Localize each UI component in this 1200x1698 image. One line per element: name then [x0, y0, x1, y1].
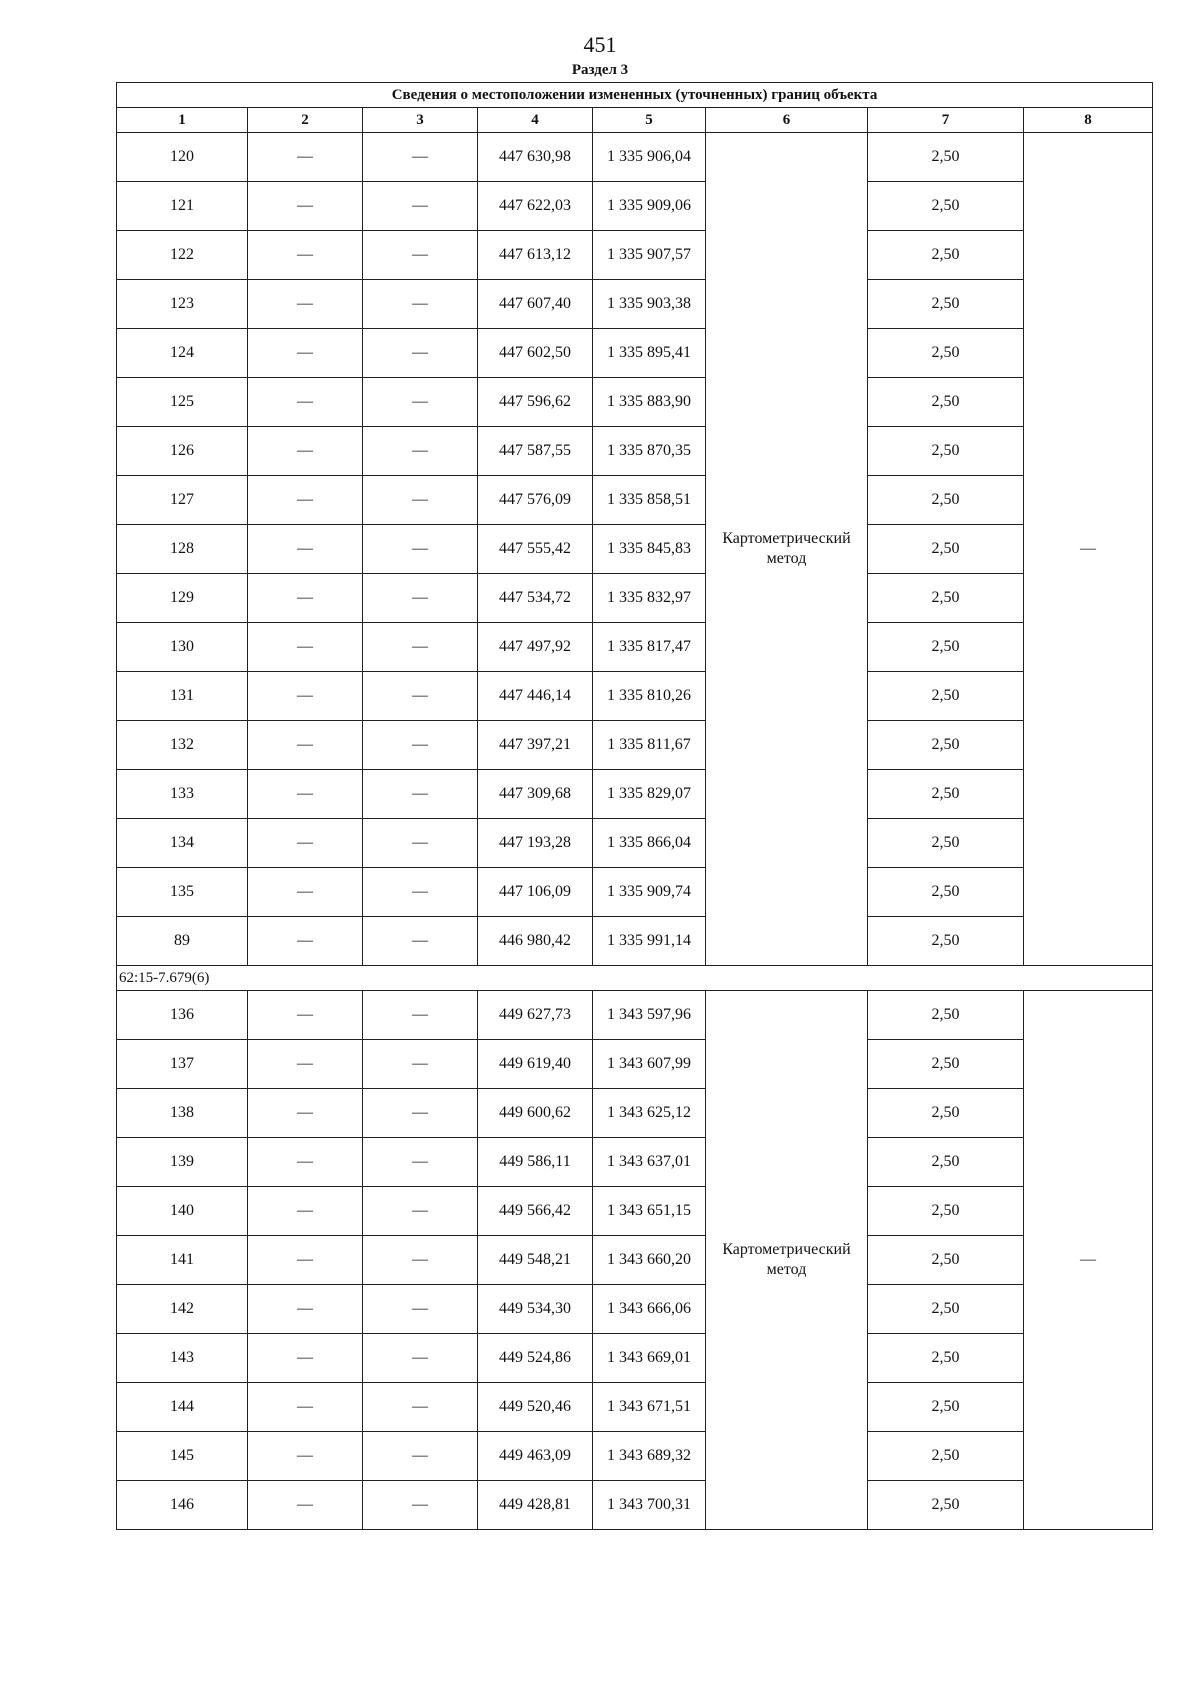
col3-cell: —: [363, 133, 478, 182]
col3-cell: —: [363, 721, 478, 770]
column-header: 8: [1024, 108, 1153, 133]
accuracy-cell: 2,50: [868, 1089, 1024, 1138]
y-coordinate-cell: 1 335 909,06: [593, 182, 706, 231]
point-number-cell: 122: [117, 231, 248, 280]
accuracy-cell: 2,50: [868, 133, 1024, 182]
y-coordinate-cell: 1 335 858,51: [593, 476, 706, 525]
y-coordinate-cell: 1 343 666,06: [593, 1285, 706, 1334]
col3-cell: —: [363, 1040, 478, 1089]
y-coordinate-cell: 1 343 669,01: [593, 1334, 706, 1383]
page-number: 451: [583, 32, 617, 57]
table-row: [117, 1383, 1153, 1432]
table-row: [117, 329, 1153, 378]
table-row: [117, 525, 1153, 574]
point-number-cell: 138: [117, 1089, 248, 1138]
accuracy-cell: 2,50: [868, 672, 1024, 721]
x-coordinate-cell: 447 555,42: [478, 525, 593, 574]
column-number-row: [117, 108, 1153, 133]
y-coordinate-cell: 1 343 597,96: [593, 991, 706, 1040]
col3-cell: —: [363, 280, 478, 329]
col2-cell: —: [248, 721, 363, 770]
col3-cell: —: [363, 476, 478, 525]
col3-cell: —: [363, 525, 478, 574]
col2-cell: —: [248, 1089, 363, 1138]
accuracy-cell: 2,50: [868, 378, 1024, 427]
point-number-cell: 144: [117, 1383, 248, 1432]
col3-cell: —: [363, 329, 478, 378]
column-header: 1: [117, 108, 248, 133]
x-coordinate-cell: 449 428,81: [478, 1481, 593, 1530]
table-row: [117, 1138, 1153, 1187]
x-coordinate-cell: 449 619,40: [478, 1040, 593, 1089]
col2-cell: —: [248, 280, 363, 329]
table-row: [117, 1285, 1153, 1334]
table-row: [117, 1481, 1153, 1530]
y-coordinate-cell: 1 335 845,83: [593, 525, 706, 574]
table-row: [117, 133, 1153, 182]
col3-cell: —: [363, 427, 478, 476]
point-number-cell: 128: [117, 525, 248, 574]
table-row: [117, 991, 1153, 1040]
y-coordinate-cell: 1 335 829,07: [593, 770, 706, 819]
col2-cell: —: [248, 476, 363, 525]
col3-cell: —: [363, 1089, 478, 1138]
col3-cell: —: [363, 868, 478, 917]
col3-cell: —: [363, 574, 478, 623]
col3-cell: —: [363, 1285, 478, 1334]
point-number-cell: 130: [117, 623, 248, 672]
accuracy-cell: 2,50: [868, 770, 1024, 819]
col2-cell: —: [248, 525, 363, 574]
x-coordinate-cell: 447 602,50: [478, 329, 593, 378]
y-coordinate-cell: 1 335 811,67: [593, 721, 706, 770]
col2-cell: —: [248, 1334, 363, 1383]
col2-cell: —: [248, 1040, 363, 1089]
x-coordinate-cell: 447 106,09: [478, 868, 593, 917]
col3-cell: —: [363, 182, 478, 231]
x-coordinate-cell: 447 576,09: [478, 476, 593, 525]
accuracy-cell: 2,50: [868, 1236, 1024, 1285]
table-row: [117, 1187, 1153, 1236]
table-row: [117, 623, 1153, 672]
point-number-cell: 120: [117, 133, 248, 182]
column-header: 4: [478, 108, 593, 133]
x-coordinate-cell: 449 520,46: [478, 1383, 593, 1432]
column-header: 2: [248, 108, 363, 133]
x-coordinate-cell: 447 596,62: [478, 378, 593, 427]
table-caption: Сведения о местоположении измененных (уточненных) границ объекта: [117, 83, 1153, 108]
y-coordinate-cell: 1 335 817,47: [593, 623, 706, 672]
point-number-cell: 136: [117, 991, 248, 1040]
accuracy-cell: 2,50: [868, 476, 1024, 525]
y-coordinate-cell: 1 343 689,32: [593, 1432, 706, 1481]
point-number-cell: 121: [117, 182, 248, 231]
col3-cell: —: [363, 1481, 478, 1530]
y-coordinate-cell: 1 335 903,38: [593, 280, 706, 329]
accuracy-cell: 2,50: [868, 1383, 1024, 1432]
point-number-cell: 140: [117, 1187, 248, 1236]
x-coordinate-cell: 447 607,40: [478, 280, 593, 329]
column-header: 3: [363, 108, 478, 133]
col2-cell: —: [248, 1236, 363, 1285]
boundary-table: [116, 82, 1153, 1530]
col3-cell: —: [363, 378, 478, 427]
point-number-cell: 141: [117, 1236, 248, 1285]
table-row: [117, 182, 1153, 231]
accuracy-cell: 2,50: [868, 182, 1024, 231]
col2-cell: —: [248, 574, 363, 623]
accuracy-cell: 2,50: [868, 1481, 1024, 1530]
y-coordinate-cell: 1 335 810,26: [593, 672, 706, 721]
col2-cell: —: [248, 1138, 363, 1187]
column-header: 6: [706, 108, 868, 133]
group-label: 62:15-7.679(6): [117, 966, 1153, 991]
method-cell: Картометрический метод: [706, 991, 868, 1530]
accuracy-cell: 2,50: [868, 574, 1024, 623]
col2-cell: —: [248, 623, 363, 672]
col2-cell: —: [248, 1481, 363, 1530]
col3-cell: —: [363, 1187, 478, 1236]
y-coordinate-cell: 1 343 637,01: [593, 1138, 706, 1187]
x-coordinate-cell: 447 497,92: [478, 623, 593, 672]
accuracy-cell: 2,50: [868, 1187, 1024, 1236]
method-cell: Картометрический метод: [706, 133, 868, 966]
point-number-cell: 123: [117, 280, 248, 329]
table-row: [117, 1334, 1153, 1383]
table-row: [117, 721, 1153, 770]
accuracy-cell: 2,50: [868, 1138, 1024, 1187]
table-row: [117, 378, 1153, 427]
col2-cell: —: [248, 427, 363, 476]
point-number-cell: 89: [117, 917, 248, 966]
col2-cell: —: [248, 1187, 363, 1236]
y-coordinate-cell: 1 335 883,90: [593, 378, 706, 427]
col3-cell: —: [363, 1383, 478, 1432]
point-number-cell: 129: [117, 574, 248, 623]
x-coordinate-cell: 449 566,42: [478, 1187, 593, 1236]
accuracy-cell: 2,50: [868, 721, 1024, 770]
col8-cell: —: [1024, 133, 1153, 966]
accuracy-cell: 2,50: [868, 280, 1024, 329]
col3-cell: —: [363, 672, 478, 721]
point-number-cell: 133: [117, 770, 248, 819]
y-coordinate-cell: 1 335 906,04: [593, 133, 706, 182]
col3-cell: —: [363, 1432, 478, 1481]
accuracy-cell: 2,50: [868, 427, 1024, 476]
accuracy-cell: 2,50: [868, 917, 1024, 966]
column-header: 5: [593, 108, 706, 133]
col2-cell: —: [248, 672, 363, 721]
point-number-cell: 125: [117, 378, 248, 427]
x-coordinate-cell: 447 397,21: [478, 721, 593, 770]
y-coordinate-cell: 1 335 895,41: [593, 329, 706, 378]
point-number-cell: 135: [117, 868, 248, 917]
col2-cell: —: [248, 1432, 363, 1481]
x-coordinate-cell: 447 534,72: [478, 574, 593, 623]
col3-cell: —: [363, 770, 478, 819]
column-header: 7: [868, 108, 1024, 133]
table-row: [117, 672, 1153, 721]
accuracy-cell: 2,50: [868, 819, 1024, 868]
col2-cell: —: [248, 917, 363, 966]
col3-cell: —: [363, 1334, 478, 1383]
section-title: Раздел 3: [571, 62, 629, 78]
col3-cell: —: [363, 917, 478, 966]
table-row: [117, 231, 1153, 280]
point-number-cell: 131: [117, 672, 248, 721]
y-coordinate-cell: 1 335 991,14: [593, 917, 706, 966]
y-coordinate-cell: 1 335 909,74: [593, 868, 706, 917]
table-row: [117, 574, 1153, 623]
col3-cell: —: [363, 819, 478, 868]
y-coordinate-cell: 1 335 832,97: [593, 574, 706, 623]
table-row: [117, 917, 1153, 966]
x-coordinate-cell: 447 309,68: [478, 770, 593, 819]
col2-cell: —: [248, 1383, 363, 1432]
point-number-cell: 127: [117, 476, 248, 525]
y-coordinate-cell: 1 335 907,57: [593, 231, 706, 280]
accuracy-cell: 2,50: [868, 1285, 1024, 1334]
table-row: [117, 476, 1153, 525]
x-coordinate-cell: 449 548,21: [478, 1236, 593, 1285]
point-number-cell: 142: [117, 1285, 248, 1334]
x-coordinate-cell: 449 463,09: [478, 1432, 593, 1481]
accuracy-cell: 2,50: [868, 1040, 1024, 1089]
col2-cell: —: [248, 991, 363, 1040]
x-coordinate-cell: 447 630,98: [478, 133, 593, 182]
table-body: [117, 133, 1153, 1530]
col3-cell: —: [363, 623, 478, 672]
accuracy-cell: 2,50: [868, 1432, 1024, 1481]
point-number-cell: 137: [117, 1040, 248, 1089]
table-row: [117, 1040, 1153, 1089]
table-row: [117, 427, 1153, 476]
point-number-cell: 134: [117, 819, 248, 868]
accuracy-cell: 2,50: [868, 623, 1024, 672]
point-number-cell: 124: [117, 329, 248, 378]
col2-cell: —: [248, 133, 363, 182]
col2-cell: —: [248, 770, 363, 819]
y-coordinate-cell: 1 343 660,20: [593, 1236, 706, 1285]
point-number-cell: 143: [117, 1334, 248, 1383]
col2-cell: —: [248, 182, 363, 231]
table-row: [117, 770, 1153, 819]
y-coordinate-cell: 1 343 651,15: [593, 1187, 706, 1236]
y-coordinate-cell: 1 343 700,31: [593, 1481, 706, 1530]
accuracy-cell: 2,50: [868, 231, 1024, 280]
y-coordinate-cell: 1 335 870,35: [593, 427, 706, 476]
x-coordinate-cell: 449 586,11: [478, 1138, 593, 1187]
accuracy-cell: 2,50: [868, 868, 1024, 917]
x-coordinate-cell: 449 600,62: [478, 1089, 593, 1138]
y-coordinate-cell: 1 335 866,04: [593, 819, 706, 868]
x-coordinate-cell: 447 446,14: [478, 672, 593, 721]
table-row: [117, 1432, 1153, 1481]
col3-cell: —: [363, 231, 478, 280]
x-coordinate-cell: 447 193,28: [478, 819, 593, 868]
x-coordinate-cell: 447 587,55: [478, 427, 593, 476]
x-coordinate-cell: 447 622,03: [478, 182, 593, 231]
col2-cell: —: [248, 378, 363, 427]
x-coordinate-cell: 449 534,30: [478, 1285, 593, 1334]
x-coordinate-cell: 449 627,73: [478, 991, 593, 1040]
accuracy-cell: 2,50: [868, 1334, 1024, 1383]
col2-cell: —: [248, 1285, 363, 1334]
col2-cell: —: [248, 329, 363, 378]
table-row: [117, 280, 1153, 329]
x-coordinate-cell: 447 613,12: [478, 231, 593, 280]
point-number-cell: 132: [117, 721, 248, 770]
point-number-cell: 145: [117, 1432, 248, 1481]
table-row: [117, 1089, 1153, 1138]
table-row: [117, 868, 1153, 917]
y-coordinate-cell: 1 343 625,12: [593, 1089, 706, 1138]
accuracy-cell: 2,50: [868, 991, 1024, 1040]
col3-cell: —: [363, 1138, 478, 1187]
col3-cell: —: [363, 1236, 478, 1285]
group-label-row: [117, 966, 1153, 991]
table-row: [117, 1236, 1153, 1285]
point-number-cell: 126: [117, 427, 248, 476]
table-row: [117, 819, 1153, 868]
accuracy-cell: 2,50: [868, 329, 1024, 378]
x-coordinate-cell: 446 980,42: [478, 917, 593, 966]
col3-cell: —: [363, 991, 478, 1040]
accuracy-cell: 2,50: [868, 525, 1024, 574]
col2-cell: —: [248, 231, 363, 280]
col2-cell: —: [248, 819, 363, 868]
x-coordinate-cell: 449 524,86: [478, 1334, 593, 1383]
col2-cell: —: [248, 868, 363, 917]
y-coordinate-cell: 1 343 607,99: [593, 1040, 706, 1089]
col8-cell: —: [1024, 991, 1153, 1530]
point-number-cell: 146: [117, 1481, 248, 1530]
y-coordinate-cell: 1 343 671,51: [593, 1383, 706, 1432]
point-number-cell: 139: [117, 1138, 248, 1187]
